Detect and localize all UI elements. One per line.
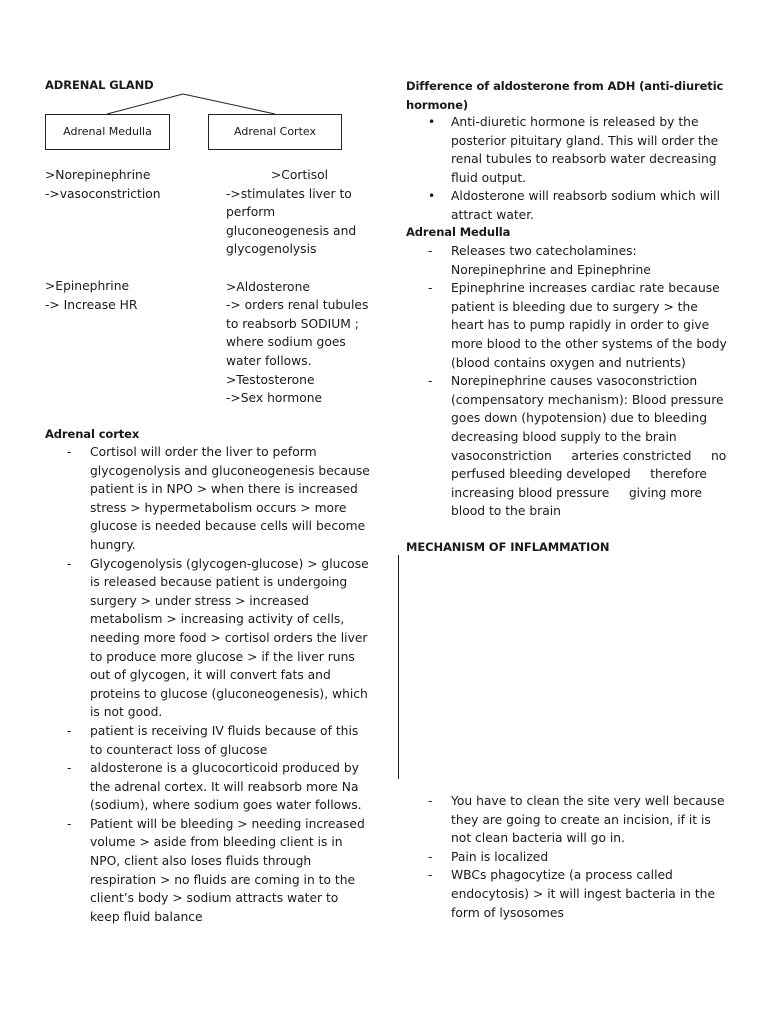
medulla-line: >Epinephrine <box>45 279 130 293</box>
list-item <box>406 848 734 867</box>
adrenal-cortex-list <box>45 443 370 926</box>
list-item-text: Cortisol will order the liver to peform glycogenolysis and gluconeogenesis because patient is in NPO > when there is increased stress > hypermetabolism occurs > more glucose is needed because cells will become hungry. <box>90 445 370 552</box>
cortex-line: water follows. <box>226 353 312 368</box>
list-item <box>406 866 734 922</box>
dash-marker: - <box>428 868 433 883</box>
vertical-rule <box>398 555 399 779</box>
list-item <box>406 372 734 521</box>
list-item-text: Norepinephrine causes vasoconstriction (compensatory mechanism): Blood pressure goes down (hypotension) due to bleeding decreasing blood supply to the brain vasoconstriction arteries constricted no perfused bleeding developed therefore increasing blood pressure giving more blood to the brain <box>451 374 731 519</box>
adrenal-cortex-heading: Adrenal cortex <box>45 427 140 441</box>
cortex-line: ->stimulates liver to <box>226 186 352 201</box>
dash-marker: - <box>428 374 433 389</box>
cortex-line: -> orders renal tubules <box>226 298 369 313</box>
dash-marker: - <box>428 849 433 864</box>
list-item-text: aldosterone is a glucocorticoid produced by the adrenal cortex. It will reabsorb more Na (sodium), where sodium goes water follows. <box>90 761 362 813</box>
cortex-line: perform <box>226 205 276 220</box>
adrenal-medulla-heading: Adrenal Medulla <box>406 225 511 239</box>
page-title: ADRENAL GLAND <box>45 78 154 92</box>
list-item <box>45 443 370 555</box>
dash-marker: - <box>428 794 433 808</box>
cortex-hormone-list <box>226 166 376 408</box>
cortex-line: ->Sex hormone <box>226 391 323 406</box>
dash-marker: - <box>67 556 72 571</box>
medulla-line: ->vasoconstriction <box>45 186 161 201</box>
medulla-line: -> Increase HR <box>45 297 138 312</box>
cortex-line: to reabsorb SODIUM ; <box>226 316 359 331</box>
inflammation-list <box>406 792 734 922</box>
bullet-marker: • <box>428 189 436 204</box>
list-item-text: Pain is localized <box>451 849 549 864</box>
list-item <box>406 242 734 279</box>
inflammation-heading: MECHANISM OF INFLAMMATION <box>406 540 610 554</box>
cortex-line: gluconeogenesis and <box>226 223 357 238</box>
list-item <box>45 555 370 722</box>
list-item-text: Glycogenolysis (glycogen-glucose) > glucose is released because patient is undergoing surgery > under stress > increased metabolism > increasing activity of cells, needing more food > cortisol orders the liver to produce more glucose > if the liver runs out of glycogen, it will convert fats and proteins to glucose (gluconeogenesis), which is not good. <box>90 556 369 720</box>
list-item-text: Releases two catecholamines: Norepinephrine and Epinephrine <box>451 244 651 277</box>
list-item <box>406 113 731 187</box>
aldosterone-vs-adh-list <box>406 113 731 225</box>
cortex-line: >Cortisol <box>271 168 329 182</box>
aldosterone-vs-adh-heading: Difference of aldosterone from ADH (anti-diuretic hormone) <box>406 79 724 112</box>
list-item-text: Patient will be bleeding > needing increased volume > aside from bleeding client is in NPO, client also loses fluids through respiration > no fluids are coming in to the client’s body > sodium attracts water to keep fluid balance <box>90 816 365 924</box>
list-item-text: You have to clean the site very well because they are going to create an incision, if it is not clean bacteria will go in. <box>451 794 725 846</box>
cortex-line: >Testosterone <box>226 372 315 387</box>
bullet-marker: • <box>428 115 436 129</box>
cortex-line: glycogenolysis <box>226 242 317 257</box>
diagram-connector-lines <box>0 0 400 120</box>
dash-marker: - <box>428 244 433 258</box>
list-item <box>45 722 370 759</box>
adrenal-cortex-box: Adrenal Cortex <box>208 114 342 150</box>
list-item <box>45 759 370 815</box>
dash-marker: - <box>67 761 72 776</box>
cortex-line: where sodium goes <box>226 335 346 350</box>
list-item-text: patient is receiving IV fluids because of this to counteract loss of glucose <box>90 723 359 757</box>
medulla-hormone-list-2 <box>45 277 137 314</box>
dash-marker: - <box>428 281 433 296</box>
adrenal-medulla-box: Adrenal Medulla <box>45 114 170 150</box>
list-item <box>406 792 734 848</box>
dash-marker: - <box>67 445 72 459</box>
cortex-line: >Aldosterone <box>226 279 310 294</box>
list-item-text: WBCs phagocytize (a process called endocytosis) > it will ingest bacteria in the form of lysosomes <box>451 868 716 920</box>
medulla-line: >Norepinephrine <box>45 168 151 182</box>
list-item <box>406 279 734 372</box>
dash-marker: - <box>67 723 72 738</box>
list-item <box>45 815 370 927</box>
adrenal-medulla-list <box>406 242 734 521</box>
list-item-text: Epinephrine increases cardiac rate because patient is bleeding due to surgery > the heart has to pump rapidly in order to give more blood to the other systems of the body (blood contains oxygen and nutrients) <box>451 281 727 370</box>
list-item-text: Aldosterone will reabsorb sodium which will attract water. <box>451 189 721 222</box>
medulla-hormone-list <box>45 166 161 203</box>
list-item <box>406 187 731 224</box>
list-item-text: Anti-diuretic hormone is released by the posterior pituitary gland. This will order the renal tubules to reabsorb water decreasing fluid output. <box>451 115 719 185</box>
dash-marker: - <box>67 816 72 831</box>
